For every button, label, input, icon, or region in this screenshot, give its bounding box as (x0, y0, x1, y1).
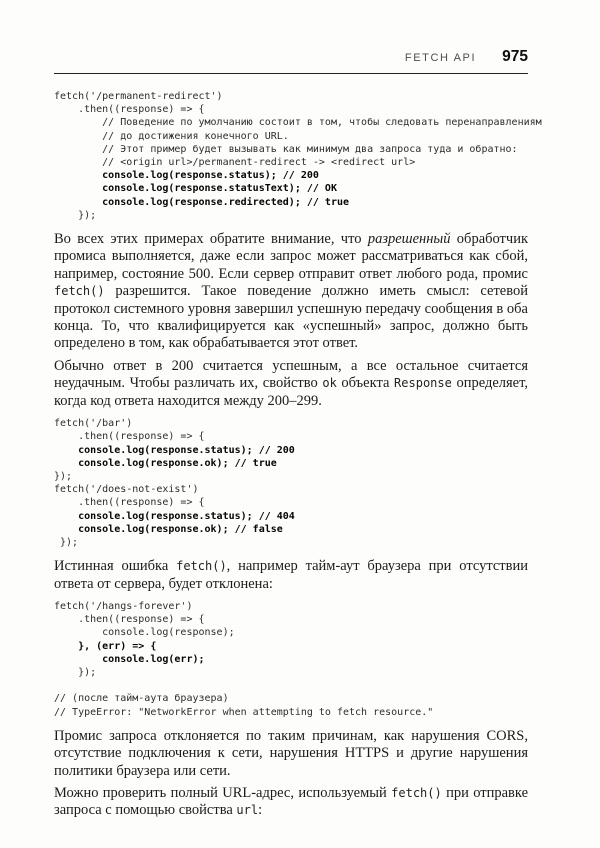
text-run-plain: Промис запроса отклоняется по таким причинам, как нарушения CORS, отсутствие подключения к сети, нарушения HTTPS и другие нарушения политики браузера или сети. (54, 727, 528, 779)
text-run-plain: Можно проверить полный URL-адрес, используемый (54, 784, 392, 801)
code-line: // Этот пример будет вызывать как минимум два запроса туда и обратно: (54, 143, 518, 155)
code-line: console.log(response.status); // 404 (54, 510, 295, 522)
running-head-title: FETCH API (404, 52, 477, 64)
code-line: console.log(response.status); // 200 (54, 170, 319, 182)
text-run-plain: , например тайм-аут браузера при отсутствии ответа от сервера, будет отклонена: (54, 558, 528, 592)
text-run-plain: Обычно ответ в 200 считается успешным, а все остальное считается неудачным. Чтобы различать их, свойство (54, 357, 528, 392)
text-run-plain: обработчик промиса выполняется, даже если запрос может рассматриваться как сбой, например, состояние 500. Если сервер отправит ответ любого рода, промис (54, 231, 528, 282)
code-line: console.log(response.ok); // false (54, 523, 283, 535)
text-run-code: fetch() (176, 559, 227, 574)
code-line: // (после тайм-аута браузера) (54, 693, 229, 705)
text-run-plain: : (258, 802, 263, 819)
text-run-code: Response (394, 376, 452, 391)
code-block-hangs-forever (54, 600, 433, 719)
paragraph-reject-reasons (54, 728, 528, 780)
code-line: fetch('/does-not-exist') (54, 484, 199, 496)
code-line: fetch('/bar') (54, 418, 133, 430)
code-line: console.log(response.ok); // true (54, 457, 277, 469)
text-run-code: url (236, 803, 259, 818)
code-line: .then((response) => { (54, 104, 205, 116)
code-line: // <origin url>/permanent-redirect -> <redirect url> (54, 157, 416, 169)
paragraph-url-property (54, 785, 528, 820)
code-line: .then((response) => { (54, 431, 205, 443)
code-line: console.log(response.status); // 200 (54, 444, 295, 456)
text-run-code: fetch() (54, 284, 105, 299)
code-line: }, (err) => { (54, 640, 157, 652)
text-run-code: fetch() (391, 785, 442, 800)
code-line: .then((response) => { (54, 614, 205, 626)
code-line: fetch('/permanent-redirect') (54, 91, 223, 102)
code-line: console.log(response.redirected); // true (54, 196, 350, 208)
text-run-plain: при отправке запроса с помощью свойства (54, 784, 529, 819)
text-run-plain: разрешится. Такое поведение должно иметь смысл: сетевой протокол системного уровня завершил успешную передачу сообщения в оба конца. То, что квалифицируется как «успешный» запрос, должно быть определено в том, как обрабатывается этот ответ. (54, 283, 528, 352)
text-run-code: ok (322, 376, 337, 391)
text-run-plain: объекта (336, 375, 395, 392)
page-header (54, 48, 528, 74)
code-line: // TypeError: "NetworkError when attempting to fetch resource." (54, 706, 434, 718)
code-line: }); (54, 666, 97, 678)
code-block-permanent-redirect (54, 90, 542, 222)
code-line: console.log(response.statusText); // OK (54, 183, 337, 195)
code-line: }); (54, 536, 79, 548)
code-line: console.log(response); (54, 627, 235, 639)
code-line: console.log(err); (54, 653, 205, 665)
page-number: 975 (502, 48, 528, 65)
code-line (54, 679, 433, 692)
paragraph-true-error (54, 558, 528, 593)
code-line: // Поведение по умолчанию состоит в том, чтобы следовать перенаправлениям (54, 117, 542, 129)
text-run-plain: Во всех этих примерах обратите внимание, что (54, 231, 368, 248)
text-run-italic: разрешенный (367, 231, 451, 248)
text-run-plain: Истинная ошибка (54, 558, 177, 575)
text-run-plain: определяет, когда код ответа находится между 200–299. (54, 375, 528, 409)
code-line: // до достижения конечного URL. (54, 130, 289, 142)
code-line: }); (54, 470, 73, 482)
code-line: }); (54, 209, 97, 221)
paragraph-resolved-handler (54, 231, 528, 353)
code-line: .then((response) => { (54, 497, 205, 509)
paragraph-response-ok (54, 358, 528, 410)
code-line: fetch('/hangs-forever') (54, 600, 193, 612)
code-block-response-ok (54, 417, 295, 549)
